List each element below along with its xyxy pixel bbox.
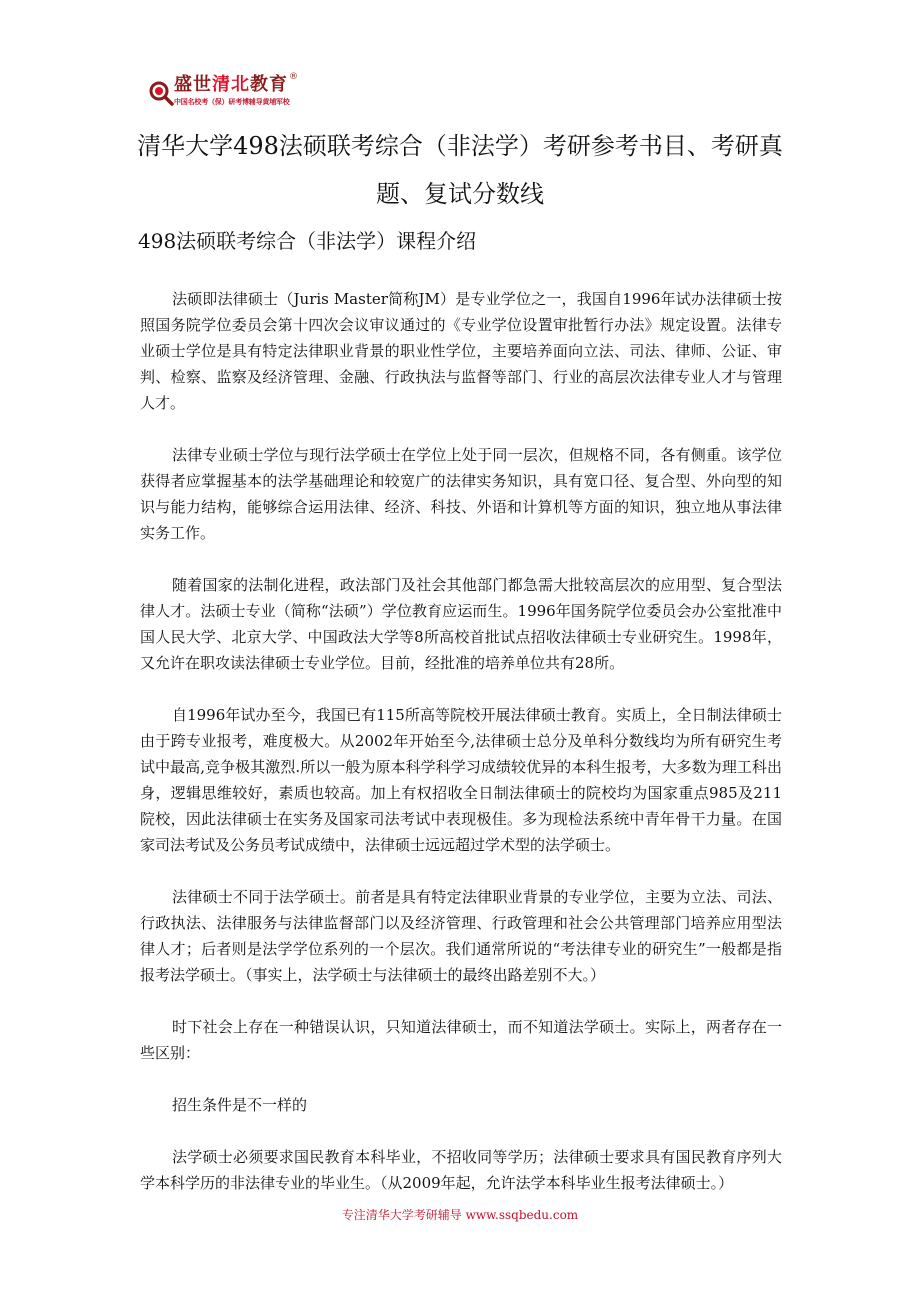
page-footer [0,1206,920,1224]
logo-title-part1: 盛世 [174,74,212,95]
paragraph-2: 法律专业硕士学位与现行法学硕士在学位上处于同一层次，但规格不同，各有侧重。该学位获得者应掌握基本的法学基础理论和较宽广的法律实务知识，具有宽口径、复合型、外向型的知识与能力结构，能够综合运用法律、经济、科技、外语和计算机等方面的知识，独立地从事法律实务工作。 [140,446,782,542]
paragraph-4: 自1996年试办至今，我国已有115所高等院校开展法律硕士教育。实质上，全日制法律硕士由于跨专业报考，难度极大。从2002年开始至今,法律硕士总分及单科分数线均为所有研究生考试中最高,竞争极其激烈.所以一般为原本科学科学习成绩较优异的本科生报考，大多数为理工科出身，逻辑思维较好，素质也较高。加上有权招收全日制法律硕士的院校均为国家重点985及211院校，因此法律硕士在实务及国家司法考试中表现极佳。多为现检法系统中青年骨干力量。在国家司法考试及公务员考试成绩中，法律硕士远远超过学术型的法学硕士。 [140,706,782,854]
document-body [140,286,782,1222]
brand-logo [148,72,308,114]
section-heading: 498法硕联考综合（非法学）课程介绍 [138,229,477,253]
registered-mark: ® [289,72,298,82]
logo-subtitle: 中国名校考（保）研考博辅导黄埔军校 [174,98,290,106]
paragraph-5: 法律硕士不同于法学硕士。前者是具有特定法律职业背景的专业学位，主要为立法、司法、行政执法、法律服务与法律监督部门以及经济管理、行政管理和社会公共管理部门培养应用型法律人才；后者则是法学学位系列的一个层次。我们通常所说的“考法律专业的研究生”一般都是指报考法学硕士。（事实上，法学硕士与法律硕士的最终出路差别不大。） [140,888,782,984]
paragraph-7: 招生条件是不一样的 [172,1096,308,1114]
footer-text: 专注清华大学考研辅导 [341,1208,462,1222]
paragraph-8: 法学硕士必须要求国民教育本科毕业，不招收同等学历；法律硕士要求具有国民教育序列大学本科学历的非法律专业的毕业生。（从2009年起，允许法学本科毕业生报考法律硕士。） [140,1148,782,1192]
paragraph-3: 随着国家的法制化进程，政法部门及社会其他部门都急需大批较高层次的应用型、复合型法律人才。法硕士专业（简称“法硕”）学位教育应运而生。1996年国务院学位委员会办公室批准中国人民大学、北京大学、中国政法大学等8所高校首批试点招收法律硕士专业研究生。1998年，又允许在职攻读法律硕士专业学位。目前，经批准的培养单位共有28所。 [140,576,782,672]
paragraph-1: 法硕即法律硕士（Juris Master简称JM）是专业学位之一，我国自1996年试办法律硕士按照国务院学位委员会第十四次会议审议通过的《专业学位设置审批暂行办法》规定设置。法律专业硕士学位是具有特定法律职业背景的职业性学位，主要培养面向立法、司法、律师、公证、审判、检察、监察及经济管理、金融、行政执法与监督等部门、行业的高层次法律专业人才与管理人才。 [140,290,782,412]
magnifier-logo-icon [148,80,174,106]
paragraph-6: 时下社会上存在一种错误认识，只知道法律硕士，而不知道法学硕士。实际上，两者存在一些区别： [140,1018,782,1062]
logo-title-part3: 教育 [250,74,288,95]
logo-title [174,74,288,96]
footer-url-link[interactable]: www.ssqbedu.com [465,1208,579,1222]
document-title: 清华大学498法硕联考综合（非法学）考研参考书目、考研真题、复试分数线 [137,132,783,208]
logo-title-part2: 清北 [212,74,250,95]
